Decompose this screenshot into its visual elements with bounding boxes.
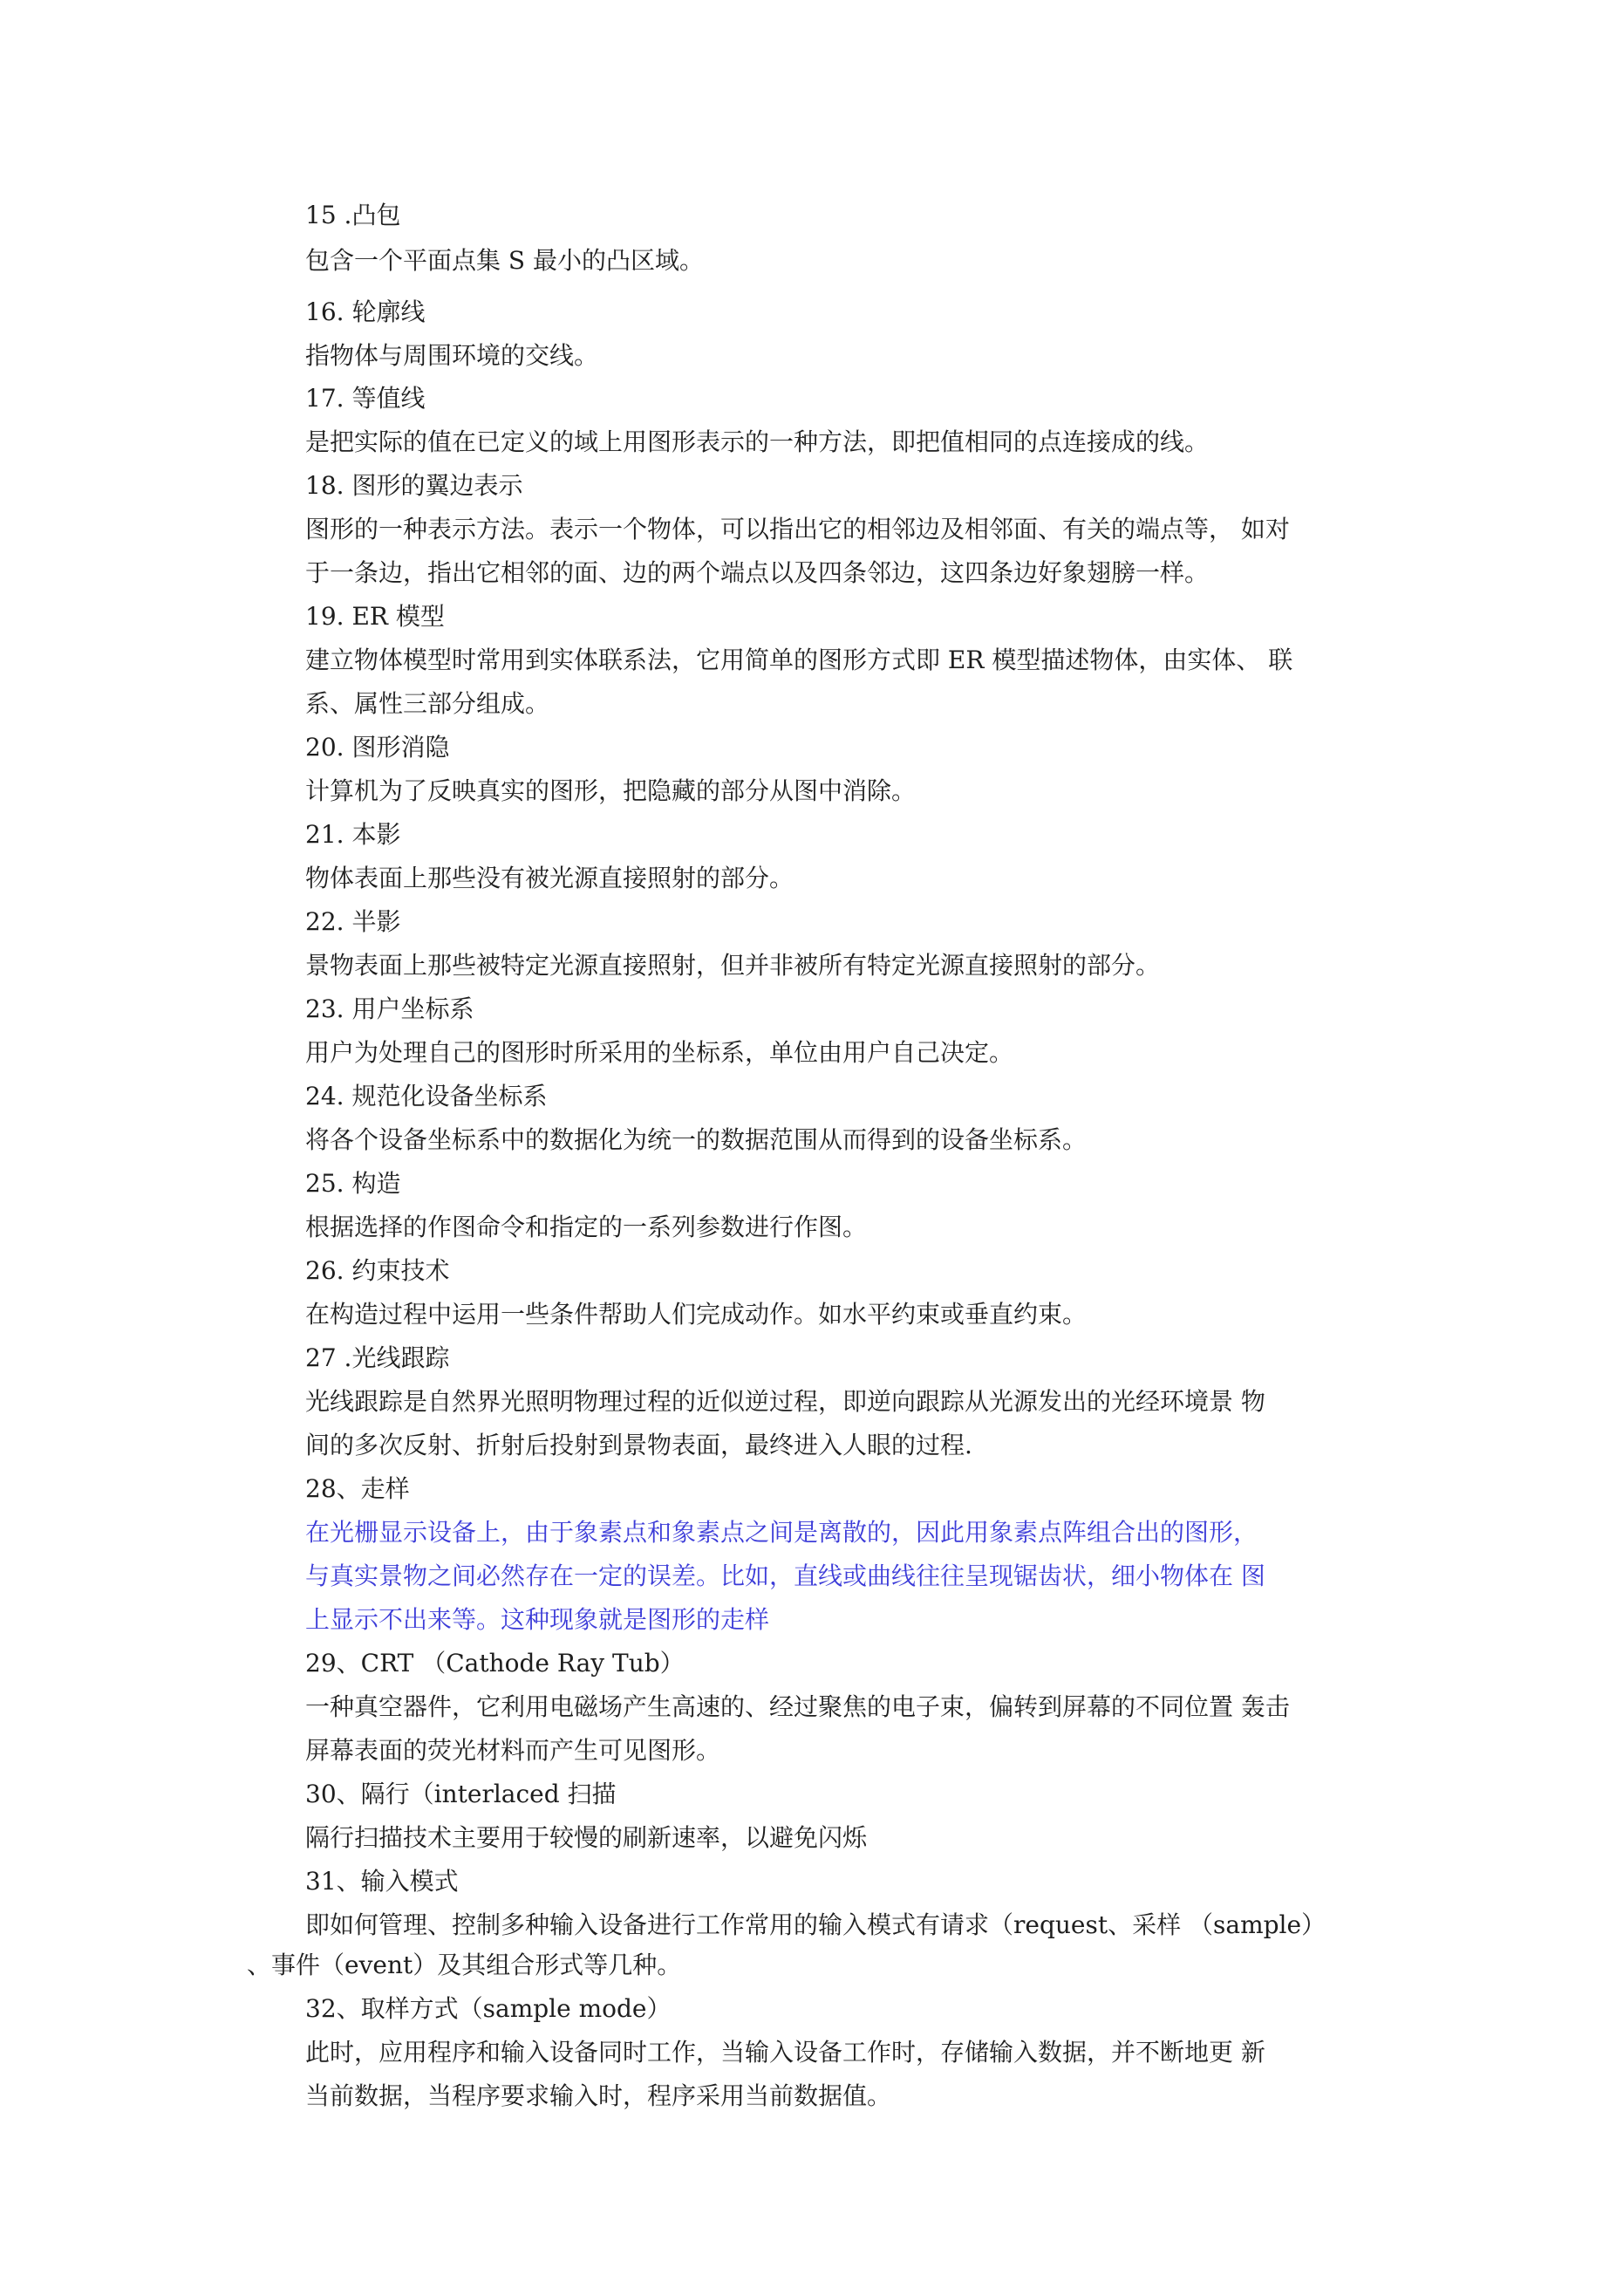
entry-32-heading: 32、取样方式（sample mode） bbox=[305, 1994, 672, 2023]
entry-29-desc-line-1: 一种真空器件，它利用电磁场产生高速的、经过聚焦的电子束，偏转到屏幕的不同位置 轰击 bbox=[305, 1692, 1290, 1721]
entry-21-heading: 21. 本影 bbox=[305, 820, 401, 849]
entry-31-desc-line-2: 、事件（event）及其组合形式等几种。 bbox=[247, 1951, 682, 1979]
entry-25-heading: 25. 构造 bbox=[305, 1169, 401, 1198]
entry-22-heading: 22. 半影 bbox=[305, 907, 401, 936]
entry-21-desc: 物体表面上那些没有被光源直接照射的部分。 bbox=[305, 864, 794, 892]
entry-17-heading: 17. 等值线 bbox=[305, 384, 426, 413]
entry-28-desc-line-1: 在光栅显示设备上，由于象素点和象素点之间是离散的，因此用象素点阵组合出的图形， bbox=[305, 1518, 1258, 1547]
entry-19-desc-line-1: 建立物体模型时常用到实体联系法，它用简单的图形方式即 ER 模型描述物体，由实体、 联 bbox=[305, 646, 1293, 674]
entry-20-heading: 20. 图形消隐 bbox=[305, 733, 450, 762]
entry-15-desc: 包含一个平面点集 S 最小的凸区域。 bbox=[305, 246, 704, 275]
entry-18-desc-line-1: 图形的一种表示方法。表示一个物体，可以指出它的相邻边及相邻面、有关的端点等， 如对 bbox=[305, 515, 1290, 543]
entry-26-heading: 26. 约束技术 bbox=[305, 1256, 450, 1285]
entry-25-desc: 根据选择的作图命令和指定的一系列参数进行作图。 bbox=[305, 1213, 868, 1241]
entry-18-desc-line-2: 于一条边，指出它相邻的面、边的两个端点以及四条邻边，这四条边好象翅膀一样。 bbox=[305, 558, 1210, 587]
entry-15-heading: 15 .凸包 bbox=[305, 201, 401, 229]
entry-27-desc-line-2: 间的多次反射、折射后投射到景物表面，最终进入人眼的过程. bbox=[305, 1431, 972, 1459]
entry-32-desc-line-1: 此时，应用程序和输入设备同时工作，当输入设备工作时，存储输入数据，并不断地更 新 bbox=[305, 2038, 1265, 2067]
entry-20-desc: 计算机为了反映真实的图形，把隐藏的部分从图中消除。 bbox=[305, 776, 917, 805]
entry-16-heading: 16. 轮廓线 bbox=[305, 297, 426, 326]
entry-28-heading: 28、走样 bbox=[305, 1474, 410, 1503]
entry-18-heading: 18. 图形的翼边表示 bbox=[305, 471, 523, 500]
entry-24-heading: 24. 规范化设备坐标系 bbox=[305, 1082, 548, 1110]
entry-22-desc: 景物表面上那些被特定光源直接照射，但并非被所有特定光源直接照射的部分。 bbox=[305, 951, 1161, 980]
entry-32-desc-line-2: 当前数据，当程序要求输入时，程序采用当前数据值。 bbox=[305, 2081, 892, 2110]
entry-30-heading: 30、隔行（interlaced 扫描 bbox=[305, 1780, 617, 1808]
entry-30-desc: 隔行扫描技术主要用于较慢的刷新速率，以避免闪烁 bbox=[305, 1823, 868, 1852]
entry-28-desc-line-2: 与真实景物之间必然存在一定的误差。比如，直线或曲线往往呈现锯齿状，细小物体在 图 bbox=[305, 1561, 1265, 1590]
entry-27-desc-line-1: 光线跟踪是自然界光照明物理过程的近似逆过程，即逆向跟踪从光源发出的光经环境景 物 bbox=[305, 1387, 1265, 1416]
entry-17-desc: 是把实际的值在已定义的域上用图形表示的一种方法，即把值相同的点连接成的线。 bbox=[305, 427, 1210, 456]
entry-19-heading: 19. ER 模型 bbox=[305, 602, 445, 631]
entry-27-heading: 27 .光线跟踪 bbox=[305, 1343, 450, 1372]
entry-29-desc-line-2: 屏幕表面的荧光材料而产生可见图形。 bbox=[305, 1736, 721, 1765]
entry-28-desc-line-3: 上显示不出来等。这种现象就是图形的走样 bbox=[305, 1605, 770, 1634]
entry-16-desc: 指物体与周围环境的交线。 bbox=[305, 341, 599, 370]
entry-26-desc: 在构造过程中运用一些条件帮助人们完成动作。如水平约束或垂直约束。 bbox=[305, 1300, 1088, 1329]
entry-23-desc: 用户为处理自己的图形时所采用的坐标系，单位由用户自己决定。 bbox=[305, 1038, 1014, 1067]
entry-31-desc-line-1: 即如何管理、控制多种输入设备进行工作常用的输入模式有请求（request、采样 （sample） bbox=[305, 1910, 1326, 1939]
entry-29-heading: 29、CRT （Cathode Ray Tub） bbox=[305, 1649, 685, 1678]
entry-19-desc-line-2: 系、属性三部分组成。 bbox=[305, 689, 550, 718]
entry-23-heading: 23. 用户坐标系 bbox=[305, 994, 474, 1023]
entry-24-desc: 将各个设备坐标系中的数据化为统一的数据范围从而得到的设备坐标系。 bbox=[305, 1125, 1088, 1154]
entry-31-heading: 31、输入模式 bbox=[305, 1867, 459, 1896]
